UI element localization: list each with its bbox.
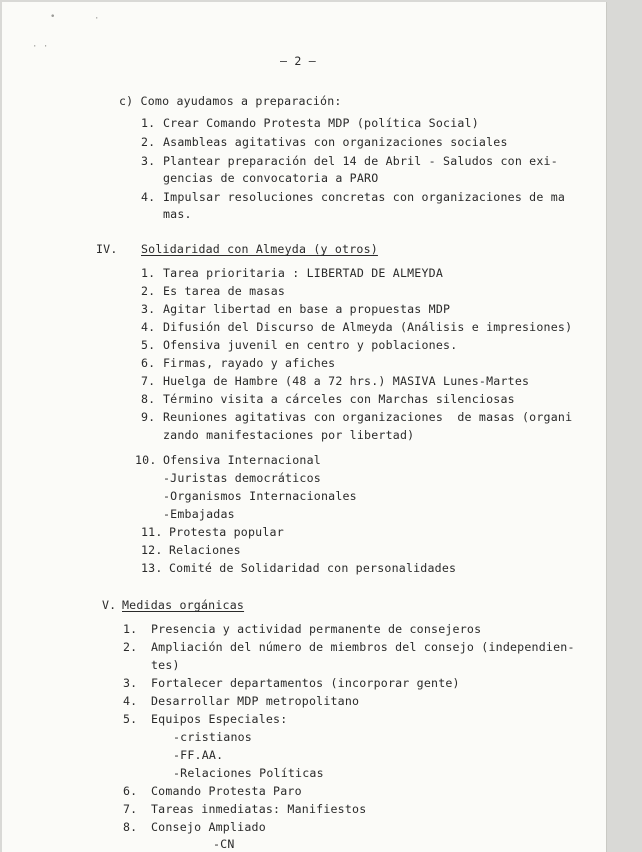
item-number: 7. [141,374,156,388]
item-text: zando manifestaciones por libertad) [163,428,415,442]
item-number: 1. [141,116,156,130]
item-number: 4. [141,320,156,334]
paper-mark: • [50,12,56,22]
sub-item: -cristianos [173,730,252,744]
item-text: Asambleas agitativas con organizaciones sociales [163,135,508,149]
item-number: 4. [123,694,138,708]
item-text: Difusión del Discurso de Almeyda (Análisis e impresiones) [163,320,573,334]
item-number: 13. [141,561,163,575]
item-text: Agitar libertad en base a propuestas MDP [163,302,451,316]
item-number: 6. [141,356,156,370]
item-number: 10. [135,453,157,467]
item-number: 6. [123,784,138,798]
item-text: Presencia y actividad permanente de consejeros [151,622,482,636]
item-text: Es tarea de masas [163,284,286,298]
section-v-roman: V. [102,598,117,612]
item-text: Tareas inmediatas: Manifiestos [151,802,367,816]
paper-mark: · · [32,42,49,52]
item-text: Plantear preparación del 14 de Abril - Saludos con exi- [163,154,558,168]
sub-item: -CN [213,837,235,851]
item-text: Equipos Especiales: [151,712,288,726]
item-number: 7. [123,802,138,816]
item-number: 2. [141,284,156,298]
item-number: 3. [141,154,156,168]
item-text: Tarea prioritaria : LIBERTAD DE ALMEYDA [163,266,444,280]
sub-item: -Embajadas [163,507,235,521]
item-text: tes) [151,658,180,672]
page-number: – 2 – [280,54,316,68]
paper-mark: · [94,14,100,24]
section-iv-title: Solidaridad con Almeyda (y otros) [141,242,378,256]
item-number: 4. [141,190,156,204]
item-text: Ofensiva juvenil en centro y poblaciones. [163,338,458,352]
item-number: 8. [123,820,138,834]
item-text: Ofensiva Internacional [163,453,321,467]
item-number: 2. [141,135,156,149]
item-number: 8. [141,392,156,406]
item-text: Comité de Solidaridad con personalidades [169,561,457,575]
item-text: Consejo Ampliado [151,820,266,834]
sub-item: -Juristas democráticos [163,471,321,485]
item-text: Desarrollar MDP metropolitano [151,694,360,708]
item-text: Ampliación del número de miembros del consejo (independien- [151,640,575,654]
item-number: 3. [141,302,156,316]
item-text: Relaciones [169,543,241,557]
section-iv-roman: IV. [96,242,118,256]
item-number: 11. [141,525,163,539]
item-number: 3. [123,676,138,690]
document-page [2,2,607,852]
sub-item: -Organismos Internacionales [163,489,357,503]
item-text: gencias de convocatoria a PARO [163,171,379,185]
sub-item: -Relaciones Políticas [173,766,324,780]
item-text: Firmas, rayado y afiches [163,356,336,370]
item-number: 12. [141,543,163,557]
item-text: Crear Comando Protesta MDP (política Social) [163,116,479,130]
item-text: mas. [163,207,192,221]
item-text: Fortalecer departamentos (incorporar gente) [151,676,460,690]
item-text: Huelga de Hambre (48 a 72 hrs.) MASIVA Lunes-Martes [163,374,530,388]
item-text: Reuniones agitativas con organizaciones de masas (organi [163,410,573,424]
item-number: 2. [123,640,138,654]
section-c-heading: c) Como ayudamos a preparación: [119,94,342,108]
item-number: 5. [141,338,156,352]
item-text: Término visita a cárceles con Marchas silenciosas [163,392,515,406]
section-v-title: Medidas orgánicas [122,598,245,612]
item-number: 1. [123,622,138,636]
item-text: Impulsar resoluciones concretas con organizaciones de ma [163,190,566,204]
item-number: 1. [141,266,156,280]
sub-item: -FF.AA. [173,748,224,762]
item-text: Comando Protesta Paro [151,784,302,798]
item-number: 9. [141,410,156,424]
item-number: 5. [123,712,138,726]
item-text: Protesta popular [169,525,284,539]
